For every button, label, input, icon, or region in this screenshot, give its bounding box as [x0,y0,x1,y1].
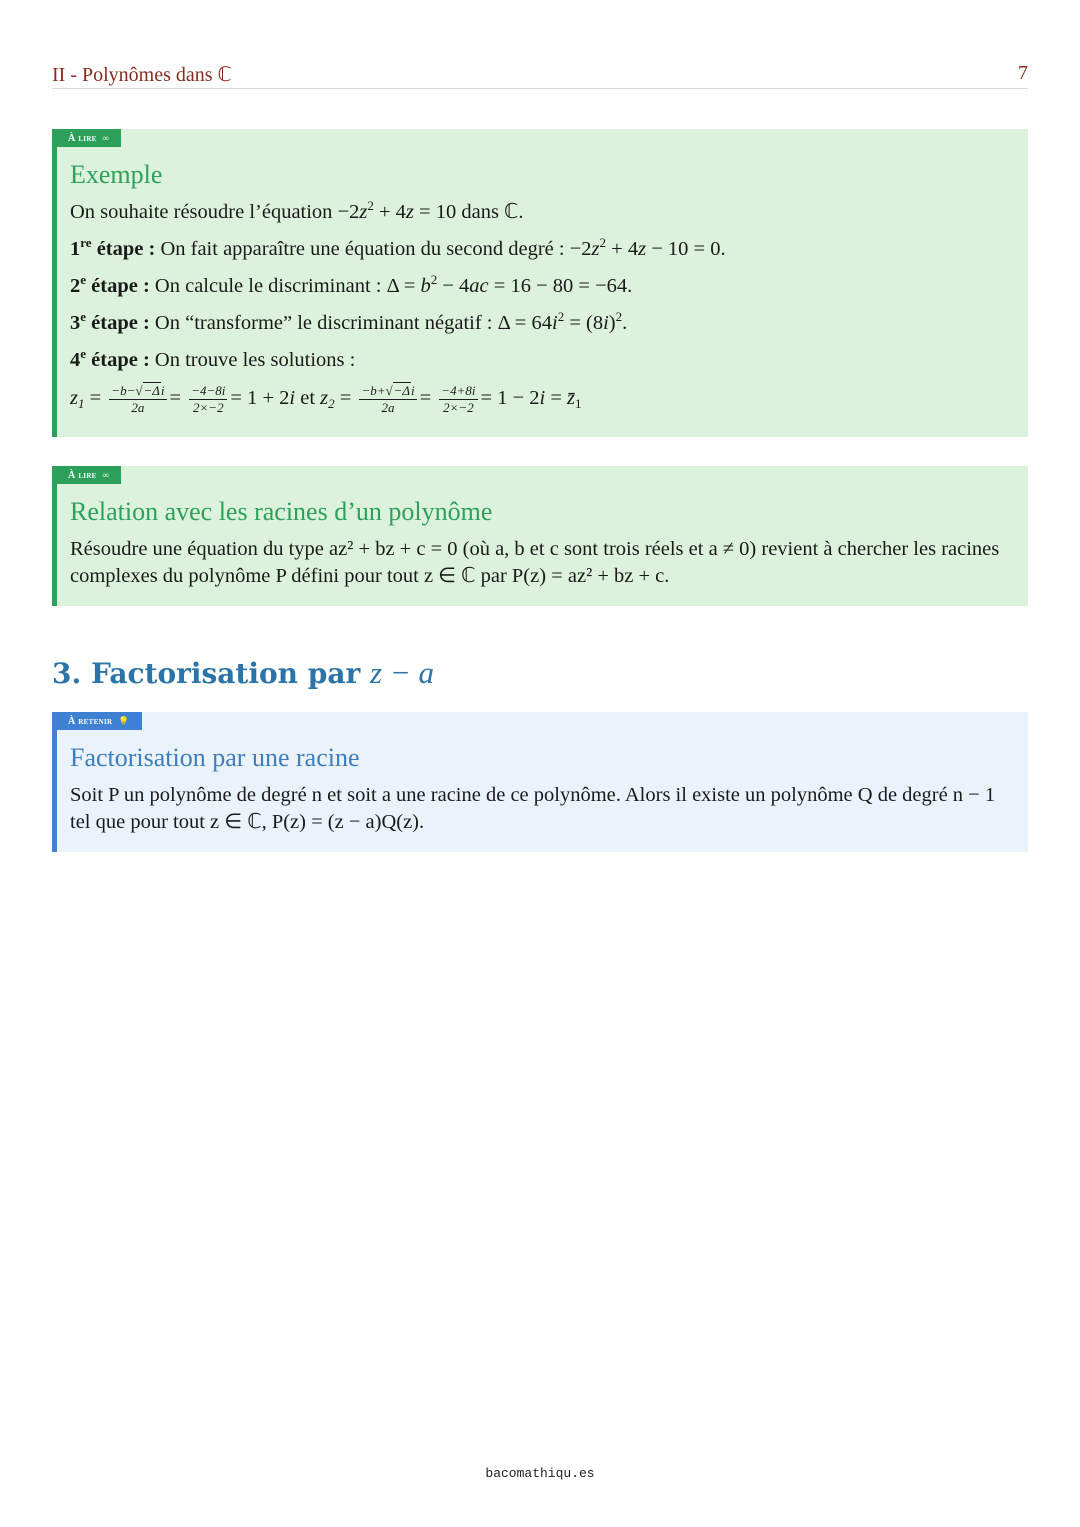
step-ordinal: e [80,272,87,287]
intro-line [70,199,1012,225]
box-title: Relation avec les racines d’un polynôme [70,497,493,526]
chapter-title: II - Polynômes dans ℂ [52,64,232,86]
section-heading [52,655,434,691]
z2-value: = $1 - 2i = z̄_1$ [480,387,582,412]
z2-label: $z_2$ [320,387,335,412]
tag-label: À retenir [68,716,113,727]
fraction [439,384,477,415]
section-title-text: Factorisation par [90,657,361,690]
section-number: 3. [52,657,82,690]
tag-label: À lire [68,133,97,144]
numerator: −4+8i [441,383,476,398]
denominator: 2×−2 [193,400,224,415]
step-2 [70,273,1012,299]
step-text: On fait apparaître une équation du second degré : [155,238,570,260]
box-title: Factorisation par une racine [70,743,360,772]
step-text: On “transforme” le discriminant négatif : [149,312,498,334]
step-ordinal: e [80,309,87,324]
conjunction: et [295,387,321,410]
read-tag [52,466,121,484]
intro-tail: dans ℂ. [456,201,524,223]
step-number: 2 [70,275,81,297]
denominator: 2a [381,400,395,415]
step-1 [70,236,1012,262]
box-body: Résoudre une équation du type az² + bz + c = 0 (où a, b et c sont trois réels et a ≠ 0) revient à chercher les racines complexes du polynôme P défini pour tout z ∈ ℂ par P(z) = az² + bz + c. [70,538,1000,587]
fraction [189,384,227,415]
step-number: 4 [70,349,81,371]
infinity-icon: ∞ [102,470,110,480]
step-label: étape : [91,238,156,260]
fraction: $\frac{-b+√-\Delta i}{2a}$ [361,383,415,415]
numerator: −4−8i [191,383,226,398]
infinity-icon: ∞ [102,133,110,143]
step-math: $-2z^2 + 4z - 10 = 0$. [569,235,726,260]
step-number: 1 [70,238,81,260]
step-label: étape : [86,312,150,334]
section-math: z − a [370,655,434,690]
step-ordinal: e [80,346,87,361]
footer-site: bacomathiqu.es [485,1466,595,1481]
step-3 [70,310,1012,336]
step-text: On trouve les solutions : [149,349,356,371]
step-4 [70,347,1012,373]
intro-text: On souhaite résoudre l’équation [70,201,338,223]
step-math: $\Delta = b^2 - 4ac = 16 - 80 = -64$. [386,272,633,297]
step-ordinal: re [80,235,92,250]
example-box [52,129,1028,437]
intro-math: $-2z^2 + 4z = 10$ [337,198,457,223]
z1-value: = 1 + 2i [230,387,296,410]
lightbulb-icon: 💡 [118,716,130,726]
relation-box [52,466,1028,606]
step-text: On calcule le discriminant : [149,275,387,297]
page-number: 7 [1018,62,1028,84]
box-body: Soit P un polynôme de degré n et soit a une racine de ce polynôme. Alors il existe un polynôme Q de degré n − 1 tel que pour tout z ∈ ℂ, P(z) = (z − a)Q(z). [70,784,996,833]
remember-tag [52,712,142,730]
step-number: 3 [70,312,81,334]
tag-label: À lire [68,470,97,481]
z1-label: $z_1$ [70,387,85,412]
box-title: Exemple [70,160,163,189]
step-math: $\Delta = 64i^2 = (8i)^2$. [497,309,628,334]
running-header [52,60,1028,89]
denominator: 2×−2 [443,400,474,415]
read-tag [52,129,121,147]
solution-line: $z_1$ = $\frac{-b-√-\Delta i}{2a}$ = $\frac{-4-8i}{2\times-2}$ = 1 + 2i et $z_2$ = $\frac{-b+√-\Delta i}{2a}$ = $\frac{-4+8i}{2\times-2}$ = $1 - 2i = z̄_1$ [70,383,582,415]
denominator: 2a [131,400,145,415]
remember-box [52,712,1028,852]
step-label: étape : [86,275,150,297]
fraction: $\frac{-b-√-\Delta i}{2a}$ [111,383,165,415]
step-label: étape : [86,349,150,371]
